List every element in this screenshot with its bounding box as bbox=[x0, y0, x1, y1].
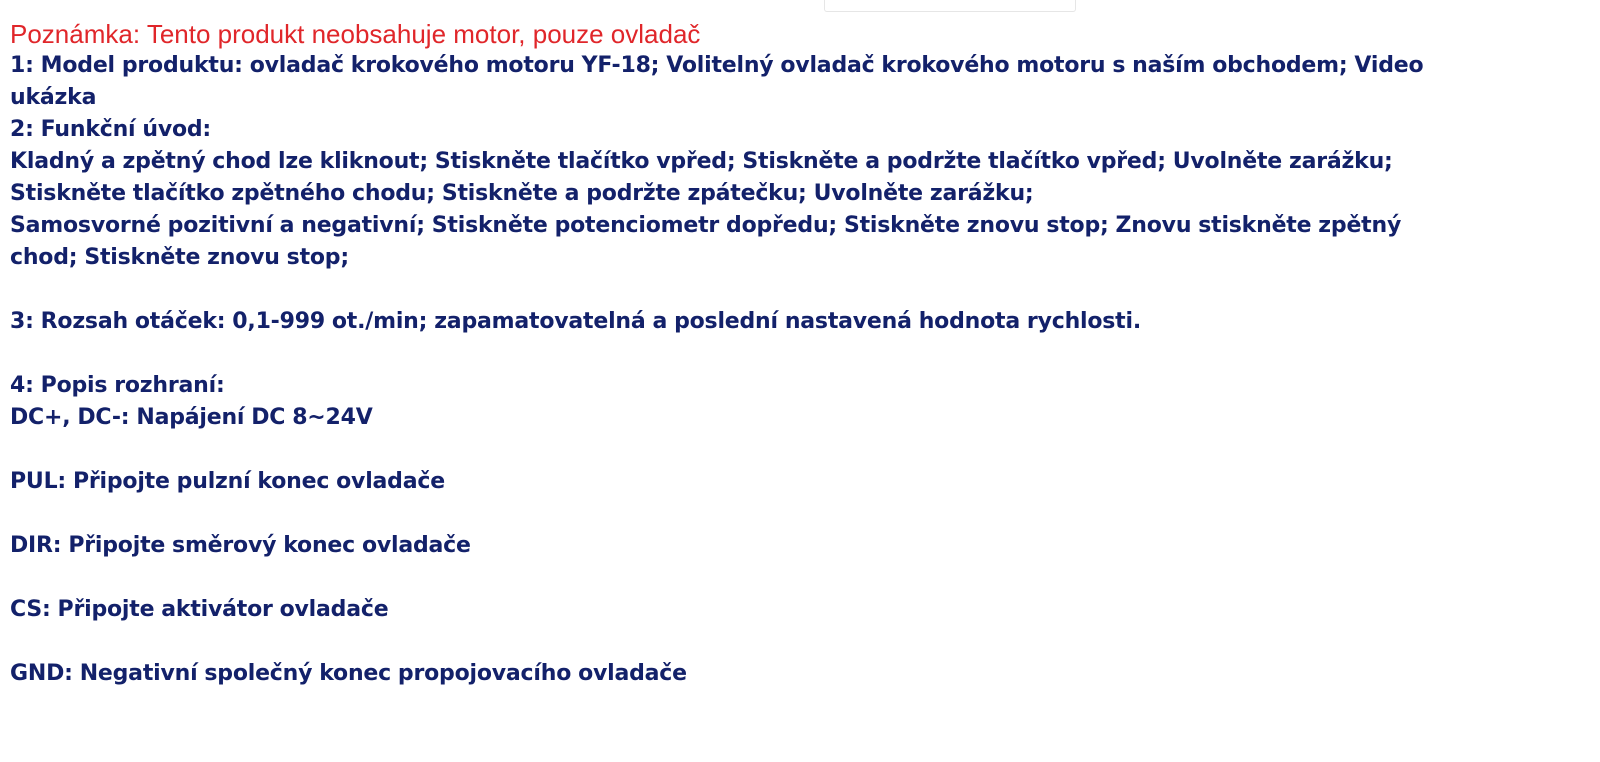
interface-heading: 4: Popis rozhraní: bbox=[10, 373, 225, 398]
dc-line: DC+, DC-: Napájení DC 8~24V bbox=[10, 405, 373, 430]
speed-line: 3: Rozsah otáček: 0,1-999 ot./min; zapamatovatelná a poslední nastavená hodnota rychlosti. bbox=[10, 309, 1141, 334]
spacer bbox=[10, 562, 1590, 594]
function-line-2: Stiskněte tlačítko zpětného chodu; Stiskněte a podržte zpátečku; Uvolněte zarážku; bbox=[10, 181, 1034, 206]
gnd-line: GND: Negativní společný konec propojovacího ovladače bbox=[10, 661, 687, 686]
dir-line: DIR: Připojte směrový konec ovladače bbox=[10, 533, 471, 558]
cs-line: CS: Připojte aktivátor ovladače bbox=[10, 597, 389, 622]
function-line-3: Samosvorné pozitivní a negativní; Stiskněte potenciometr dopředu; Stiskněte znovu stop; Znovu stiskněte zpětný bbox=[10, 213, 1402, 238]
product-description bbox=[10, 18, 1590, 690]
model-line-cont: ukázka bbox=[10, 85, 97, 110]
spacer bbox=[10, 274, 1590, 306]
pul-line: PUL: Připojte pulzní konec ovladače bbox=[10, 469, 445, 494]
top-box bbox=[824, 0, 1076, 12]
spacer bbox=[10, 434, 1590, 466]
function-heading: 2: Funkční úvod: bbox=[10, 117, 212, 142]
spacer bbox=[10, 626, 1590, 658]
note-text: Poznámka: Tento produkt neobsahuje motor, pouze ovladač bbox=[10, 19, 701, 49]
spacer bbox=[10, 338, 1590, 370]
function-line-1: Kladný a zpětný chod lze kliknout; Stiskněte tlačítko vpřed; Stiskněte a podržte tlačítko vpřed; Uvolněte zarážku; bbox=[10, 149, 1393, 174]
model-line: 1: Model produktu: ovladač krokového motoru YF-18; Volitelný ovladač krokového motoru s naším obchodem; Video bbox=[10, 53, 1424, 78]
spacer bbox=[10, 498, 1590, 530]
function-line-3-cont: chod; Stiskněte znovu stop; bbox=[10, 245, 349, 270]
